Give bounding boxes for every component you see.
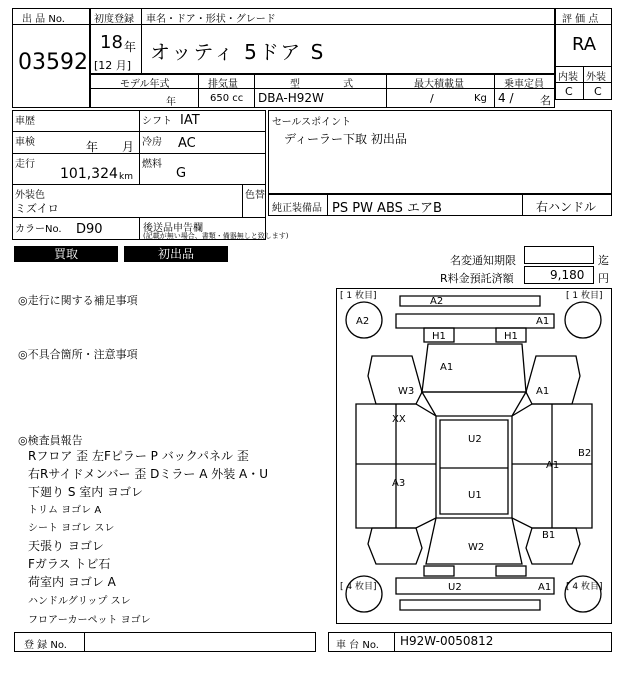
purchase-badge: 買取	[14, 246, 118, 262]
note-line: Rフロア 歪 左Fピラー P バックパネル 歪	[28, 449, 249, 463]
mark-right-rear-door: A1	[546, 460, 560, 471]
corner-label: [ 4 枚目]	[340, 582, 377, 592]
inspection-month-unit: 月	[122, 140, 135, 154]
cooler-label: 冷房	[142, 137, 162, 148]
corner-label: [ 4 枚目]	[566, 582, 603, 592]
mark-headlight-left: H1	[432, 331, 446, 342]
mark-front-right-fender: A1	[536, 386, 550, 397]
note-line: 荷室内 ヨゴレ A	[28, 575, 116, 589]
recycle-amount: 9,180	[550, 268, 585, 282]
title-change-field	[524, 246, 594, 264]
mark-right-rear-quarter: B1	[542, 530, 556, 541]
note-line: 下廻り S 室内 ヨゴレ	[28, 485, 144, 499]
note-line: シート ヨゴレ スレ	[28, 523, 115, 534]
mark-left-rear-door: A3	[392, 478, 406, 489]
grade-value: RA	[572, 34, 597, 55]
corner-label: [ 1 枚目]	[340, 291, 377, 301]
reg-month: [12 月]	[94, 59, 132, 72]
mark-roof: U2	[468, 434, 482, 445]
note-line: トリム ヨゴレ A	[28, 505, 102, 516]
corner-label: [ 1 枚目]	[566, 291, 603, 301]
capacity-label: 乗車定員	[504, 79, 544, 90]
exterior-label: 外装	[586, 72, 606, 83]
max-load-sep: /	[430, 92, 434, 105]
model-year-label: モデル年式	[120, 79, 170, 90]
title-change-unit: 迄	[598, 254, 609, 267]
after-docs-note: (記載が無い場合、書類・備器無しと致します)	[143, 232, 289, 240]
fuel-label: 燃料	[142, 159, 162, 170]
recycle-unit: 円	[598, 272, 609, 285]
mark-front-bumper: A2	[430, 296, 444, 307]
name-label: 車名・ドア・形状・グレード	[146, 14, 276, 25]
car-name: オッティ 5ドア S	[150, 40, 326, 64]
inspection-year-unit: 年	[86, 140, 99, 154]
handle-value: 右ハンドル	[536, 200, 597, 214]
capacity-value: 4 /	[498, 91, 514, 105]
mark-rear-glass: W2	[468, 542, 485, 553]
inspection-label: 車検	[15, 137, 35, 148]
listing-badge: 初出品	[124, 246, 228, 262]
mark-headlight-right: H1	[504, 331, 518, 342]
sales-point-label: セールスポイント	[272, 117, 352, 128]
shift-value: IAT	[180, 113, 200, 128]
chassis-label: 車 台 No.	[336, 640, 379, 651]
model-year-unit: 年	[166, 97, 176, 108]
note-line: 右Rサイドメンバー 歪 Dミラー A 外装 A・U	[28, 467, 269, 481]
mark-right-rear-panel: B2	[578, 448, 592, 459]
mark-rear-bumper: U2	[448, 582, 462, 593]
title-change-label: 名変通知期限	[450, 254, 516, 267]
note-line: Fガラス トビ石	[28, 557, 111, 571]
reg-label: 初度登録	[94, 14, 134, 25]
interior-label: 内装	[558, 72, 578, 83]
defect-heading: ◎不具合箇所・注意事項	[18, 348, 138, 361]
mark-left-door: XX	[392, 414, 406, 425]
color-no-label: カラーNo.	[15, 224, 62, 235]
inspector-heading: ◎検査員報告	[18, 434, 83, 447]
lot-number: 03592	[18, 50, 88, 75]
mark-hood-front: A1	[536, 316, 550, 327]
mark-windshield: A1	[440, 362, 454, 373]
type-label: 型 式	[290, 79, 354, 90]
after-docs-label: 後送品申告欄	[143, 223, 203, 234]
max-load-label: 最大積載量	[414, 79, 464, 90]
note-line: ハンドルグリップ スレ	[28, 596, 131, 607]
capacity-unit: 名	[540, 94, 551, 107]
history-label: 車歴	[15, 116, 35, 127]
mileage-label: 走行	[15, 159, 35, 170]
exterior-color-label: 外装色	[15, 190, 45, 201]
displacement-label: 排気量	[208, 79, 238, 90]
exterior-grade: C	[594, 85, 602, 98]
note-line: 天張り ヨゴレ	[28, 539, 104, 553]
car-damage-diagram	[336, 288, 612, 624]
grade-label: 評 価 点	[562, 14, 599, 25]
interior-grade: C	[565, 85, 573, 98]
color-no-value: D90	[76, 222, 103, 237]
lot-label: 出 品 No.	[22, 14, 65, 25]
reg-year: 18	[100, 32, 123, 53]
max-load-unit: Kg	[474, 93, 487, 104]
chassis-number: H92W-0050812	[400, 634, 494, 648]
reg-year-unit: 年	[124, 40, 137, 54]
equipment-label: 純正装備品	[272, 203, 322, 214]
mileage-value: 101,324	[60, 166, 118, 182]
type-value: DBA-H92W	[258, 91, 324, 105]
driving-heading: ◎走行に関する補足事項	[18, 294, 138, 307]
mark-front-left-fender: W3	[398, 386, 415, 397]
exterior-color-value: ミズイロ	[15, 202, 59, 215]
mark-trunk: U1	[468, 490, 482, 501]
note-line: フロアーカーペット ヨゴレ	[28, 615, 151, 626]
mark-rear-panel: A1	[538, 582, 552, 593]
mark-front-left-wheel: A2	[356, 316, 370, 327]
displacement-value: 650 cc	[210, 93, 244, 104]
fuel-value: G	[176, 166, 187, 181]
reg-no-label: 登 録 No.	[24, 640, 67, 651]
recolor-label: 色替	[245, 190, 265, 201]
sales-point-value: ディーラー下取 初出品	[284, 132, 407, 146]
shift-label: シフト	[142, 116, 172, 127]
equipment-value: PS PW ABS エアB	[332, 201, 442, 216]
mileage-unit: km	[119, 172, 133, 182]
cooler-value: AC	[178, 136, 196, 151]
recycle-label: R料金預託済額	[440, 272, 514, 285]
